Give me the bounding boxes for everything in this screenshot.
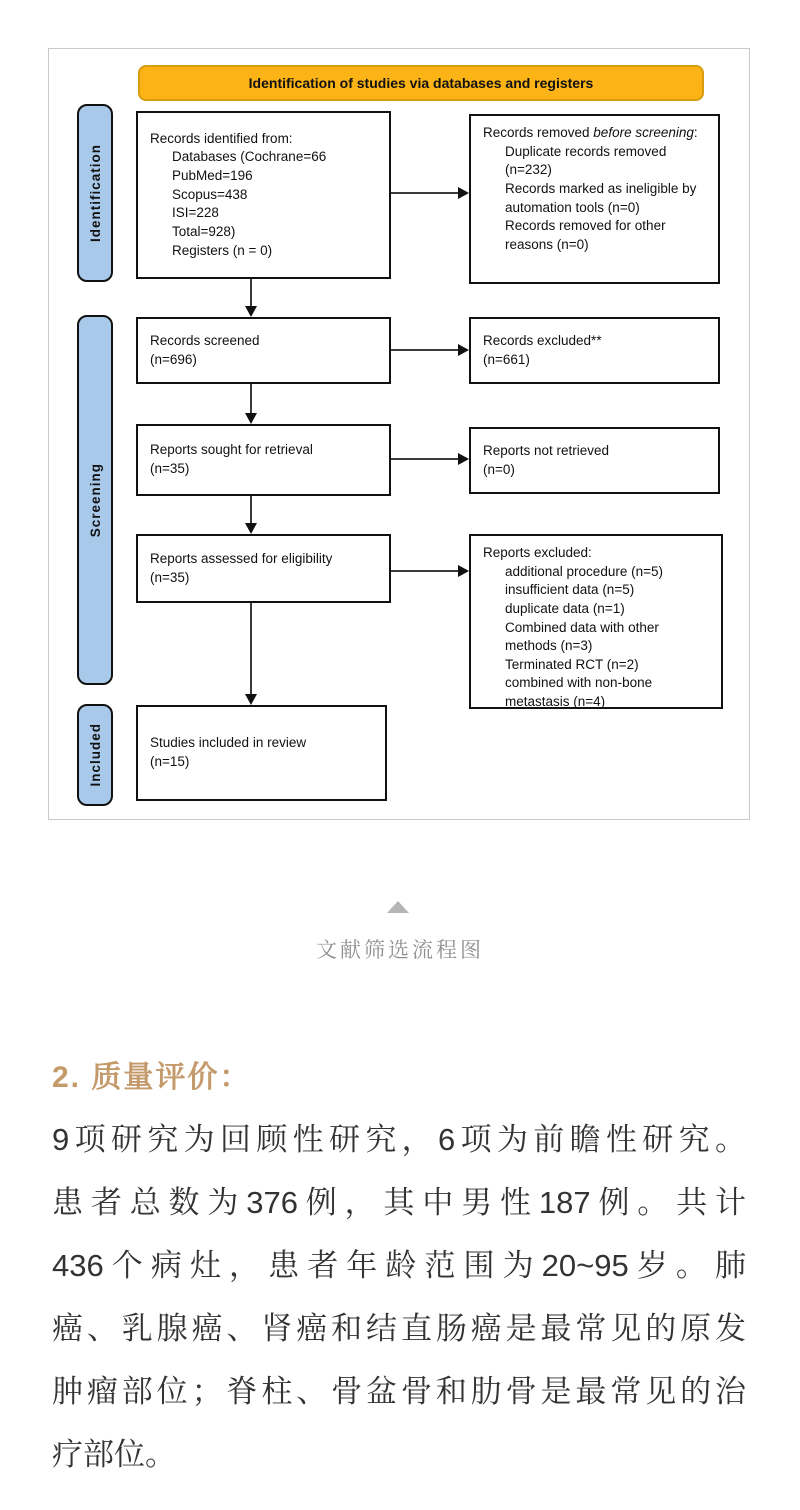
box-line: Reports sought for retrieval	[150, 442, 313, 458]
diagram-title-banner	[138, 65, 704, 101]
box-count: (n=15)	[150, 754, 190, 769]
box-reports-not-retrieved	[469, 427, 720, 494]
stage-label-included	[77, 704, 113, 806]
paragraph-line: 患者总数为376例，其中男性187例。共计	[52, 1185, 746, 1220]
arrow-down-icon	[250, 384, 252, 413]
box-line: Records screened	[150, 332, 260, 348]
box-count: (n=0)	[483, 461, 515, 477]
stage-label-identification	[77, 104, 113, 282]
box-item: PubMed=196	[172, 168, 253, 184]
box-title	[483, 124, 708, 143]
box-title-suffix: :	[693, 125, 698, 140]
box-line: Studies included in review	[150, 735, 307, 751]
paragraph-line: 肿瘤部位；脊柱、骨盆骨和肋骨是最常见的治	[52, 1374, 746, 1409]
collapse-figure-triangle-icon[interactable]	[387, 901, 409, 913]
paragraph-line: 疗部位。	[52, 1437, 176, 1472]
arrow-right-icon	[391, 458, 458, 460]
figure-caption: 文献筛选流程图	[316, 939, 484, 962]
box-title-prefix: Records removed	[483, 125, 594, 140]
paragraph-line: 9项研究为回顾性研究，6项为前瞻性研究。	[52, 1122, 746, 1157]
box-item: Terminated RCT (n=2)	[505, 656, 639, 672]
box-item: combined with non-bone metastasis (n=4)	[505, 675, 653, 709]
box-records-excluded	[469, 317, 720, 384]
box-item: Databases (Cochrane=66	[172, 149, 327, 165]
box-item: duplicate data (n=1)	[505, 600, 625, 616]
box-records-removed	[469, 114, 720, 284]
box-count: (n=696)	[150, 351, 197, 367]
box-records-screened	[136, 317, 391, 384]
box-line: Records excluded**	[483, 332, 602, 348]
box-records-identified	[136, 111, 391, 279]
box-item: Records marked as ineligible by automation tools (n=0)	[505, 180, 697, 215]
arrow-down-icon	[250, 603, 252, 694]
arrow-right-icon	[391, 349, 458, 351]
box-item: Duplicate records removed (n=232)	[505, 143, 667, 178]
arrow-right-icon	[391, 570, 458, 572]
quality-evaluation-paragraph	[52, 1108, 746, 1486]
stage-label-screening	[77, 315, 113, 685]
box-reports-sought	[136, 424, 391, 496]
arrow-down-icon	[250, 279, 252, 306]
stage-label-text: Included	[87, 723, 103, 787]
box-item: ISI=228	[172, 205, 219, 221]
arrow-right-icon	[391, 192, 458, 194]
prisma-flow-diagram	[48, 48, 750, 820]
box-item: Combined data with other methods (n=3)	[505, 619, 659, 654]
stage-label-text: Screening	[87, 462, 103, 538]
paragraph-line: 436个病灶，患者年龄范围为20~95岁。肺	[52, 1248, 746, 1283]
box-item: additional procedure (n=5)	[505, 563, 663, 579]
paragraph-line: 癌、乳腺癌、肾癌和结直肠癌是最常见的原发	[52, 1311, 746, 1346]
box-item: insufficient data (n=5)	[505, 582, 635, 598]
box-count: (n=661)	[483, 351, 530, 367]
arrow-down-icon	[250, 496, 252, 523]
box-item: Records removed for other reasons (n=0)	[505, 218, 666, 252]
diagram-title: Identification of studies via databases and registers	[248, 75, 594, 91]
stage-label-text: Identification	[87, 144, 103, 242]
box-studies-included	[136, 705, 387, 801]
box-line: Reports assessed for eligibility	[150, 550, 333, 566]
box-title-italic: before screening	[593, 125, 694, 140]
box-count: (n=35)	[150, 569, 190, 585]
box-line: Reports not retrieved	[483, 442, 610, 458]
box-item: Registers (n = 0)	[172, 242, 273, 258]
box-reports-assessed	[136, 534, 391, 603]
box-count: (n=35)	[150, 461, 190, 476]
box-title: Records identified from:	[150, 130, 293, 146]
box-reports-excluded-reasons	[469, 534, 723, 709]
section-heading-quality-evaluation: 2. 质量评价：	[52, 1061, 252, 1094]
box-item: Scopus=438	[172, 186, 248, 202]
box-item: Total=928)	[172, 223, 236, 239]
box-title: Reports excluded:	[483, 545, 592, 560]
